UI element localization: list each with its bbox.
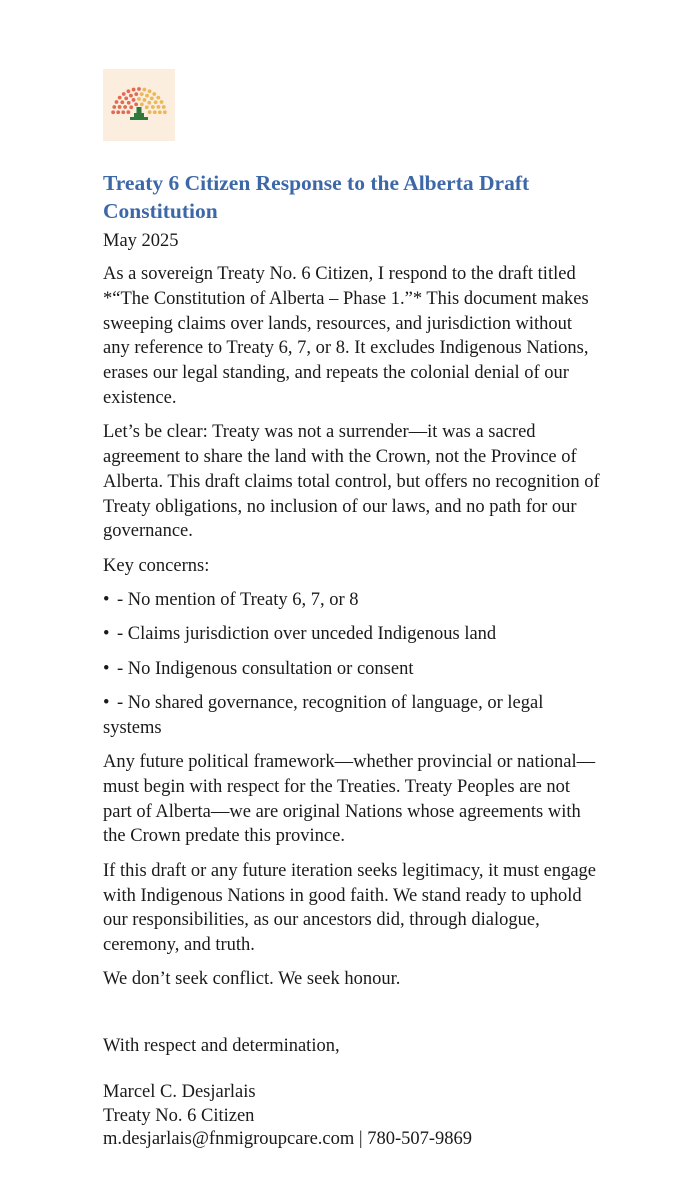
paragraph: Let’s be clear: Treaty was not a surrender—it was a sacred agreement to share the land with the Crown, not the Province of Alberta. This draft claims total control, but offers no recognition of Treaty obligations, no inclusion of our laws, and no path for our governance. xyxy=(103,422,600,542)
paragraph: Any future political framework—whether provincial or national—must begin with respect for the Treaties. Treaty Peoples are not part of Alberta—we are original Nations whose agreements with the Crown predate this province. xyxy=(103,752,596,847)
page-title: Treaty 6 Citizen Response to the Alberta Draft Constitution xyxy=(103,171,530,223)
signer-role: Treaty No. 6 Citizen xyxy=(103,1105,255,1126)
list-item: • - No Indigenous consultation or consent xyxy=(103,657,603,682)
legislature-seating-icon xyxy=(103,69,175,141)
signature-block xyxy=(103,1081,472,1152)
letter-body xyxy=(103,262,603,1002)
paragraph: If this draft or any future iteration seeks legitimacy, it must engage with Indigenous Nations in good faith. We stand ready to uphold our responsibilities, as our ancestors did, through dialogue, ceremony, and truth. xyxy=(103,860,597,956)
bullet-icon: • xyxy=(103,658,110,679)
bullet-icon: • xyxy=(103,624,110,645)
list-item: • - No mention of Treaty 6, 7, or 8 xyxy=(103,588,603,613)
date: May 2025 xyxy=(103,231,179,251)
paragraph: As a sovereign Treaty No. 6 Citizen, I respond to the draft titled *“The Constitution of Alberta – Phase 1.”* This document makes sweeping claims over lands, resources, and jurisdiction without any reference to Treaty 6, 7, or 8. It excludes Indigenous Nations, erases our legal standing, and repeats the colonial denial of our existence. xyxy=(103,264,589,408)
bullet-icon: • xyxy=(103,590,110,611)
signer-name: Marcel C. Desjarlais xyxy=(103,1082,256,1102)
key-concerns-heading: Key concerns: xyxy=(103,555,210,576)
list-item: • - Claims jurisdiction over unceded Indigenous land xyxy=(103,622,603,647)
bullet-icon: • xyxy=(103,692,110,713)
paragraph: We don’t seek conflict. We seek honour. xyxy=(103,969,401,990)
list-item: • - No shared governance, recognition of language, or legal systems xyxy=(103,692,544,738)
logo xyxy=(103,69,175,141)
signer-contact: m.desjarlais@fnmigroupcare.com | 780-507-9869 xyxy=(103,1129,473,1149)
closing-line: With respect and determination, xyxy=(103,1036,340,1056)
